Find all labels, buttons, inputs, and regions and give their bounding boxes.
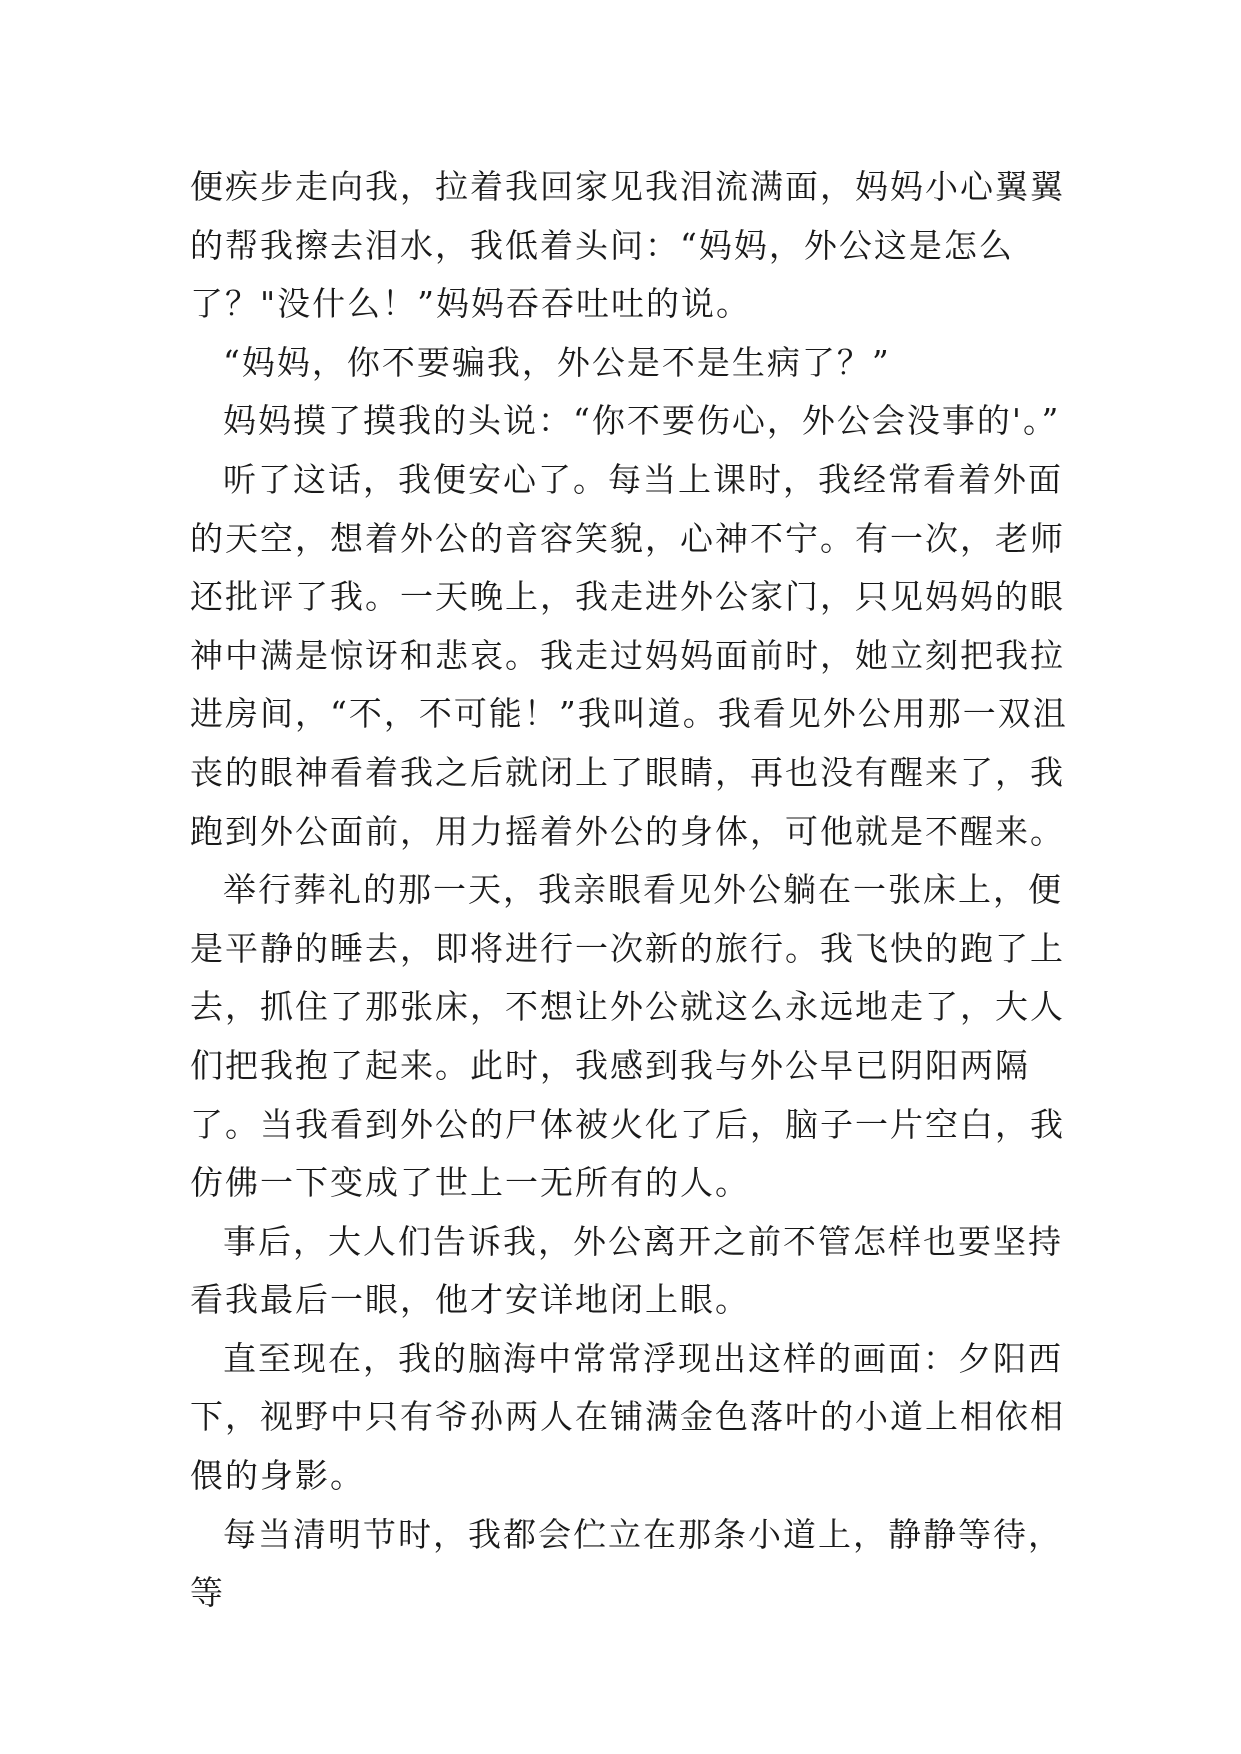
paragraph: “妈妈，你不要骗我，外公是不是生病了？”	[223, 342, 891, 382]
paragraph: 听了这话，我便安心了。每当上课时，我经常看着外面的天空，想着外公的音容笑貌，心神不宁。有一次，老师还批评了我。一天晚上，我走进外公家门，只见妈妈的眼神中满是惊讶和悲哀。我走过妈妈面前时，她立刻把我拉进房间，“不，不可能！”我叫道。我看见外公用那一双沮丧的眼神看着我之后就闭上了眼睛，再也没有醒来了，我跑到外公面前，用力摇着外公的身体，可他就是不醒来。	[190, 459, 1068, 851]
paragraph: 每当清明节时，我都会伫立在那条小道上，静静等待，等	[190, 1514, 1063, 1613]
document-body	[190, 158, 1070, 1623]
paragraph: 举行葬礼的那一天，我亲眼看见外公躺在一张床上，便是平静的睡去，即将进行一次新的旅行。我飞快的跑了上去，抓住了那张床，不想让外公就这么永远地走了，大人们把我抱了起来。此时，我感到我与外公早已阴阳两隔了。当我看到外公的尸体被火化了后，脑子一片空白，我仿佛一下变成了世上一无所有的人。	[190, 870, 1065, 1203]
paragraph: 事后，大人们告诉我，外公离开之前不管怎样也要坚持看我最后一眼，他才安详地闭上眼。	[190, 1221, 1063, 1320]
paragraph: 妈妈摸了摸我的头说：“你不要伤心，外公会没事的'。”	[223, 401, 1061, 441]
paragraph: 直至现在，我的脑海中常常浮现出这样的画面：夕阳西下，视野中只有爷孙两人在铺满金色落叶的小道上相依相偎的身影。	[190, 1338, 1065, 1496]
paragraph: 便疾步走向我，拉着我回家见我泪流满面，妈妈小心翼翼的帮我擦去泪水，我低着头问：“妈妈，外公这是怎么了？"没什么！”妈妈吞吞吐吐的说。	[190, 167, 1065, 324]
